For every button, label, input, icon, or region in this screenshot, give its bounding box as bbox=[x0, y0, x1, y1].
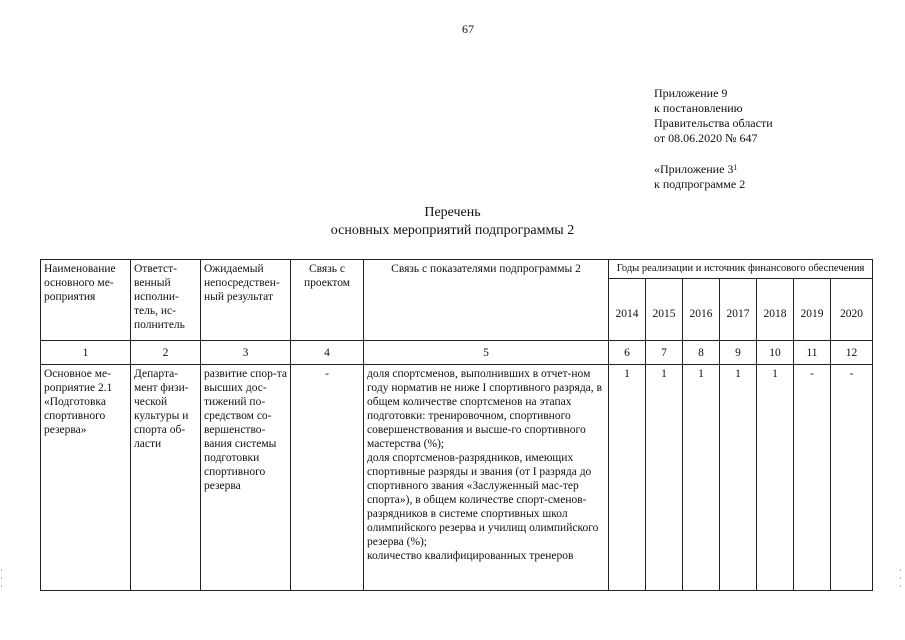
column-numbers-row bbox=[41, 341, 873, 365]
sub-appendix-line bbox=[654, 162, 773, 177]
page-number: 67 bbox=[462, 22, 474, 36]
header-name: Наименование основного ме-роприятия bbox=[41, 260, 131, 341]
measure-executor: Департа-мент физи-ческой культуры и спорта об-ласти bbox=[131, 365, 201, 591]
sub-appendix-line2: к подпрограмме 2 bbox=[654, 177, 746, 191]
measure-result: развитие спор-та высших дос-тижений по-средством со-вершенство-вания системы подготовки спортивного резерва bbox=[201, 365, 291, 591]
scan-edge-mark-left: · · · bbox=[0, 565, 3, 591]
column-number: 2 bbox=[131, 341, 201, 365]
header-project: Связь с проектом bbox=[291, 260, 364, 341]
header-year: 2019 bbox=[794, 279, 831, 341]
column-number: 7 bbox=[646, 341, 683, 365]
measure-indicators bbox=[364, 365, 609, 591]
header-years-group: Годы реализации и источник финансового обеспечения bbox=[609, 260, 873, 279]
year-value: - bbox=[831, 365, 873, 591]
appendix-line: к постановлению bbox=[654, 101, 743, 115]
measure-project: - bbox=[291, 365, 364, 591]
appendix-line: Приложение 9 bbox=[654, 86, 728, 100]
appendix-line: Правительства области bbox=[654, 116, 773, 130]
scan-edge-mark-right: · · · bbox=[899, 565, 902, 591]
measures-table bbox=[40, 259, 873, 591]
header-year: 2016 bbox=[683, 279, 720, 341]
indicator-item: доля спортсменов, выполнивших в отчет-ном году норматив не ниже I спортивного разряда, в общем количестве спортсменов на этапах подготовки: тренировочном, спортивного совершенствования и высше-го спортивного мастерства (%); bbox=[367, 368, 602, 450]
document-subtitle: основных мероприятий подпрограммы 2 bbox=[330, 223, 575, 238]
header-year: 2015 bbox=[646, 279, 683, 341]
header-year: 2018 bbox=[757, 279, 794, 341]
year-value: - bbox=[794, 365, 831, 591]
appendix-line: от 08.06.2020 № 647 bbox=[654, 131, 758, 145]
table-row bbox=[41, 365, 873, 591]
column-number: 10 bbox=[757, 341, 794, 365]
column-number: 3 bbox=[201, 341, 291, 365]
appendix-block bbox=[654, 86, 773, 192]
document-title: Перечень bbox=[424, 205, 481, 220]
column-number: 12 bbox=[831, 341, 873, 365]
header-year: 2017 bbox=[720, 279, 757, 341]
column-number: 5 bbox=[364, 341, 609, 365]
column-number: 1 bbox=[41, 341, 131, 365]
header-indicators: Связь с показателями подпрограммы 2 bbox=[364, 260, 609, 341]
column-number: 11 bbox=[794, 341, 831, 365]
year-value: 1 bbox=[757, 365, 794, 591]
year-value: 1 bbox=[609, 365, 646, 591]
column-number: 4 bbox=[291, 341, 364, 365]
year-value: 1 bbox=[646, 365, 683, 591]
measure-name: Основное ме-роприятие 2.1 «Подготовка спортивного резерва» bbox=[41, 365, 131, 591]
sub-appendix-superscript: 1 bbox=[733, 163, 738, 172]
column-number: 9 bbox=[720, 341, 757, 365]
column-number: 6 bbox=[609, 341, 646, 365]
header-row bbox=[41, 260, 873, 279]
column-number: 8 bbox=[683, 341, 720, 365]
sub-appendix-prefix: «Приложение 3 bbox=[654, 162, 734, 176]
header-executor: Ответст-венный исполни-тель, ис-полнитель bbox=[131, 260, 201, 341]
year-value: 1 bbox=[720, 365, 757, 591]
year-value: 1 bbox=[683, 365, 720, 591]
indicator-item: доля спортсменов-разрядников, имеющих спортивные разряды и звания (от I разряда до спортивного звания «Заслуженный мас-тер спорта»), в общем количестве спорт-сменов-разрядников в системе спортивных школ олимпийского резерва и училищ олимпийского резерва (%); bbox=[367, 452, 599, 548]
indicator-item: количество квалифицированных тренеров bbox=[367, 550, 574, 562]
header-year: 2020 bbox=[831, 279, 873, 341]
header-result: Ожидаемый непосредствен-ный результат bbox=[201, 260, 291, 341]
header-year: 2014 bbox=[609, 279, 646, 341]
